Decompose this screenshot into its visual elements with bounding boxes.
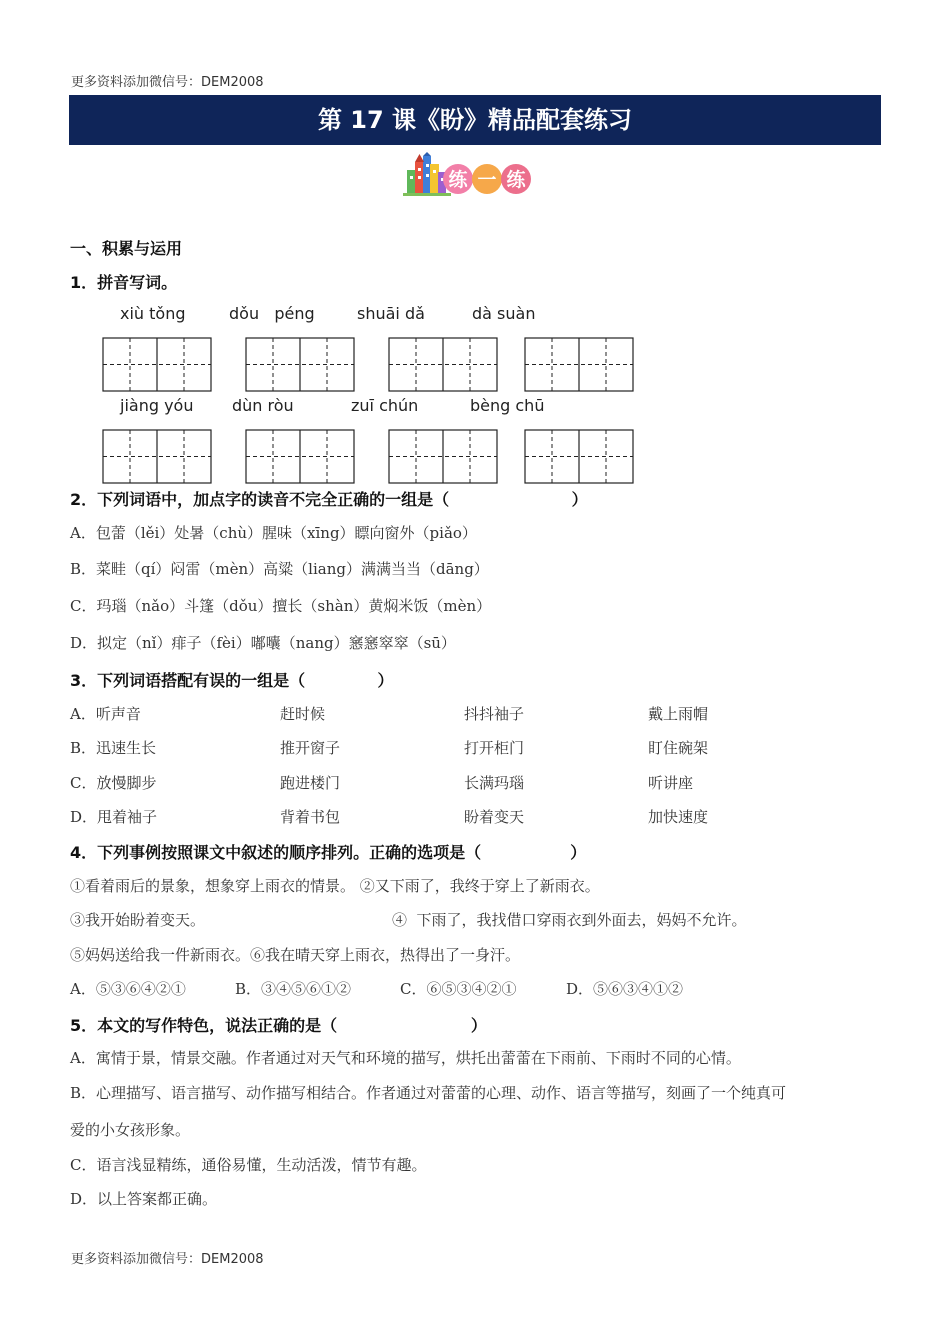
q5-line-3: 爱的小女孩形象。 — [70, 1121, 191, 1139]
question-4-label: 4．下列事例按照课文中叙述的顺序排列。正确的选项是（ ） — [70, 843, 587, 862]
q5-line-5: D．以上答案都正确。 — [70, 1190, 218, 1208]
q4-choice-d: D．⑤⑥③④①② — [566, 980, 684, 998]
writing-grid[interactable] — [388, 337, 499, 393]
pinyin-2: dǒu péng — [229, 304, 315, 323]
q3-cell: D．甩着袖子 — [70, 808, 158, 826]
q3-cell: 长满玛瑙 — [464, 774, 525, 792]
question-5-label: 5．本文的写作特色，说法正确的是（ ） — [70, 1016, 487, 1035]
writing-grid[interactable] — [245, 429, 356, 485]
pinyin-5: jiàng yóu — [120, 396, 194, 415]
pinyin-7: zuī chún — [351, 396, 419, 415]
q3-cell: 抖抖袖子 — [464, 705, 525, 723]
q5-line-4: C．语言浅显精练，通俗易懂，生动活泼，情节有趣。 — [70, 1156, 427, 1174]
writing-grid[interactable] — [102, 337, 213, 393]
q3-cell: 盯住碗架 — [648, 739, 709, 757]
q2-option-c: C．玛瑙（nǎo）斗篷（dǒu）擅长（shàn）黄焖米饭（mèn） — [70, 597, 492, 615]
buildings-icon — [403, 152, 533, 198]
pinyin-1: xiù tǒng — [120, 304, 186, 323]
page-title: 第 17 课《盼》精品配套练习 — [317, 106, 633, 134]
question-1-label: 1．拼音写词。 — [70, 273, 178, 292]
q4-line-2: ③我开始盼着变天。 — [70, 911, 206, 929]
q2-option-a: A．包蕾（lěi）处暑（chù）腥味（xīng）瞟向窗外（piǎo） — [70, 524, 477, 542]
q3-cell: 加快速度 — [648, 808, 709, 826]
q4-choice-b: B．③④⑤⑥①② — [235, 980, 352, 998]
q3-cell: 盼着变天 — [464, 808, 525, 826]
practice-logo — [403, 152, 533, 198]
logo-char-2: 一 — [477, 169, 497, 191]
q2-option-d: D．拟定（nǐ）痱子（fèi）嘟囔（nang）窸窸窣窣（sū） — [70, 634, 456, 652]
q4-line-3: ④ 下雨了，我找借口穿雨衣到外面去，妈妈不允许。 — [392, 911, 747, 929]
writing-grid[interactable] — [102, 429, 213, 485]
q3-cell: 跑进楼门 — [280, 774, 341, 792]
writing-grid[interactable] — [524, 429, 635, 485]
q4-line-1: ①看着雨后的景象，想象穿上雨衣的情景。 ②又下雨了，我终于穿上了新雨衣。 — [70, 877, 600, 895]
pinyin-3: shuāi dǎ — [357, 304, 425, 323]
q5-line-2: B．心理描写、语言描写、动作描写相结合。作者通过对蕾蕾的心理、动作、语言等描写，刻画了一个纯真可 — [70, 1084, 787, 1102]
logo-char-1: 练 — [448, 169, 468, 191]
q3-cell: B．迅速生长 — [70, 739, 157, 757]
question-2-label: 2．下列词语中，加点字的读音不完全正确的一组是（ ） — [70, 490, 588, 509]
q3-cell: 戴上雨帽 — [648, 705, 709, 723]
section-heading: 一、积累与运用 — [70, 239, 183, 258]
q4-choice-c: C．⑥⑤③④②① — [400, 980, 517, 998]
q3-cell: 赶时候 — [280, 705, 326, 723]
q3-cell: 打开柜门 — [464, 739, 525, 757]
writing-grid[interactable] — [524, 337, 635, 393]
footer-note: 更多资料添加微信号：DEM2008 — [71, 1252, 264, 1267]
q3-cell: C．放慢脚步 — [70, 774, 157, 792]
writing-grid[interactable] — [245, 337, 356, 393]
question-3-label: 3．下列词语搭配有误的一组是（ ） — [70, 671, 394, 690]
header-note: 更多资料添加微信号：DEM2008 — [71, 75, 264, 90]
writing-grid[interactable] — [388, 429, 499, 485]
q3-cell: A．听声音 — [70, 705, 141, 723]
q3-cell: 推开窗子 — [280, 739, 341, 757]
logo-char-3: 练 — [506, 169, 526, 191]
q3-cell: 背着书包 — [280, 808, 341, 826]
q5-line-1: A．寓情于景，情景交融。作者通过对天气和环境的描写，烘托出蕾蕾在下雨前、下雨时不同的心情。 — [70, 1049, 741, 1067]
q2-option-b: B．菜畦（qí）闷雷（mèn）高粱（liang）满满当当（dāng） — [70, 560, 489, 578]
q3-cell: 听讲座 — [648, 774, 694, 792]
q4-line-4: ⑤妈妈送给我一件新雨衣。⑥我在晴天穿上雨衣，热得出了一身汗。 — [70, 946, 521, 964]
title-banner — [69, 95, 881, 145]
pinyin-6: dùn ròu — [232, 396, 294, 415]
pinyin-4: dà suàn — [472, 304, 536, 323]
pinyin-8: bèng chū — [470, 396, 545, 415]
q4-choice-a: A．⑤③⑥④②① — [70, 980, 186, 998]
